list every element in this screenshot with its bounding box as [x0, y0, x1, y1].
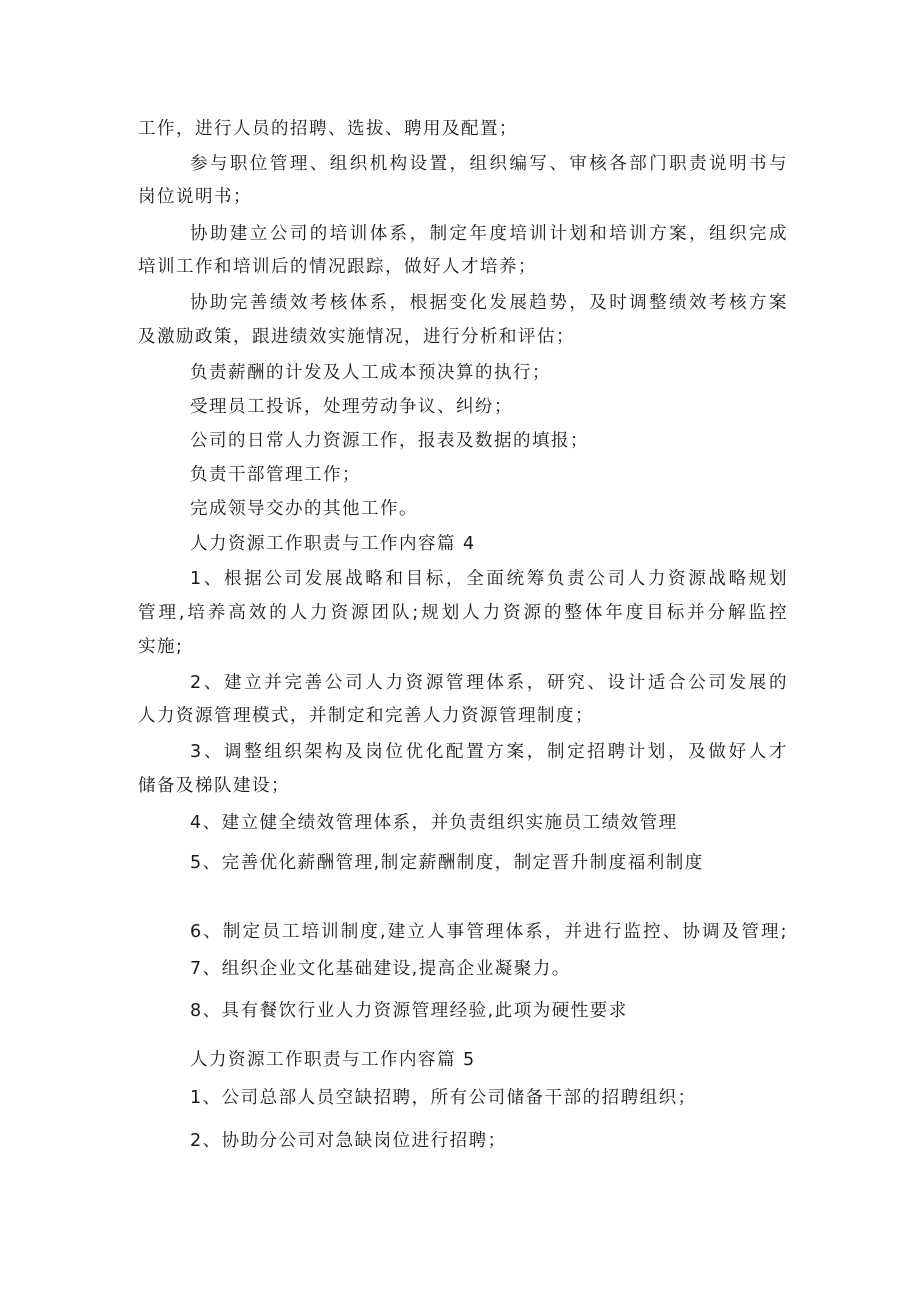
text-line: 2、建立并完善公司人力资源管理体系，研究、设计适合公司发展的	[190, 673, 788, 693]
text-line: 参与职位管理、组织机构设置，组织编写、审核各部门职责说明书与	[190, 154, 788, 174]
text-line: 7、组织企业文化基础建设,提高企业凝聚力。	[190, 959, 571, 979]
text-line: 负责干部管理工作；	[190, 465, 361, 485]
text-line: 完成领导交办的其他工作。	[190, 499, 418, 519]
text-line: 实施;	[138, 637, 184, 657]
text-line: 储备及梯队建设；	[138, 776, 290, 796]
text-line: 协助完善绩效考核体系，根据变化发展趋势，及时调整绩效考核方案	[190, 293, 788, 313]
text-line: 培训工作和培训后的情况跟踪，做好人才培养；	[138, 257, 537, 277]
text-line: 负责薪酬的计发及人工成本预决算的执行；	[190, 363, 551, 383]
section-heading: 人力资源工作职责与工作内容篇 4	[190, 534, 476, 554]
text-line: 公司的日常人力资源工作，报表及数据的填报；	[190, 431, 589, 451]
text-line: 8、具有餐饮行业人力资源管理经验,此项为硬性要求	[190, 1001, 628, 1021]
text-line: 1、公司总部人员空缺招聘，所有公司储备干部的招聘组织；	[190, 1088, 697, 1108]
text-line: 2、协助分公司对急缺岗位进行招聘；	[190, 1131, 507, 1151]
text-line: 及激励政策，跟进绩效实施情况，进行分析和评估；	[138, 327, 575, 347]
section-heading: 人力资源工作职责与工作内容篇 5	[190, 1050, 476, 1070]
text-line: 工作，进行人员的招聘、选拔、聘用及配置；	[138, 119, 518, 139]
text-line: 管理,培养高效的人力资源团队;规划人力资源的整体年度目标并分解监控	[138, 603, 788, 623]
text-line: 4、建立健全绩效管理体系，并负责组织实施员工绩效管理	[190, 813, 678, 833]
text-line: 岗位说明书；	[138, 187, 252, 207]
text-line: 6、制定员工培训制度,建立人事管理体系，并进行监控、协调及管理;	[190, 922, 788, 942]
text-line: 受理员工投诉，处理劳动争议、纠纷；	[190, 397, 513, 417]
text-line: 5、完善优化薪酬管理,制定薪酬制度，制定晋升制度福利制度	[190, 853, 704, 873]
text-line: 协助建立公司的培训体系，制定年度培训计划和培训方案，组织完成	[190, 224, 788, 244]
text-line: 3、调整组织架构及岗位优化配置方案，制定招聘计划，及做好人才	[190, 742, 788, 762]
text-line: 1、根据公司发展战略和目标，全面统筹负责公司人力资源战略规划	[190, 569, 788, 589]
text-line: 人力资源管理模式，并制定和完善人力资源管理制度；	[138, 706, 594, 726]
